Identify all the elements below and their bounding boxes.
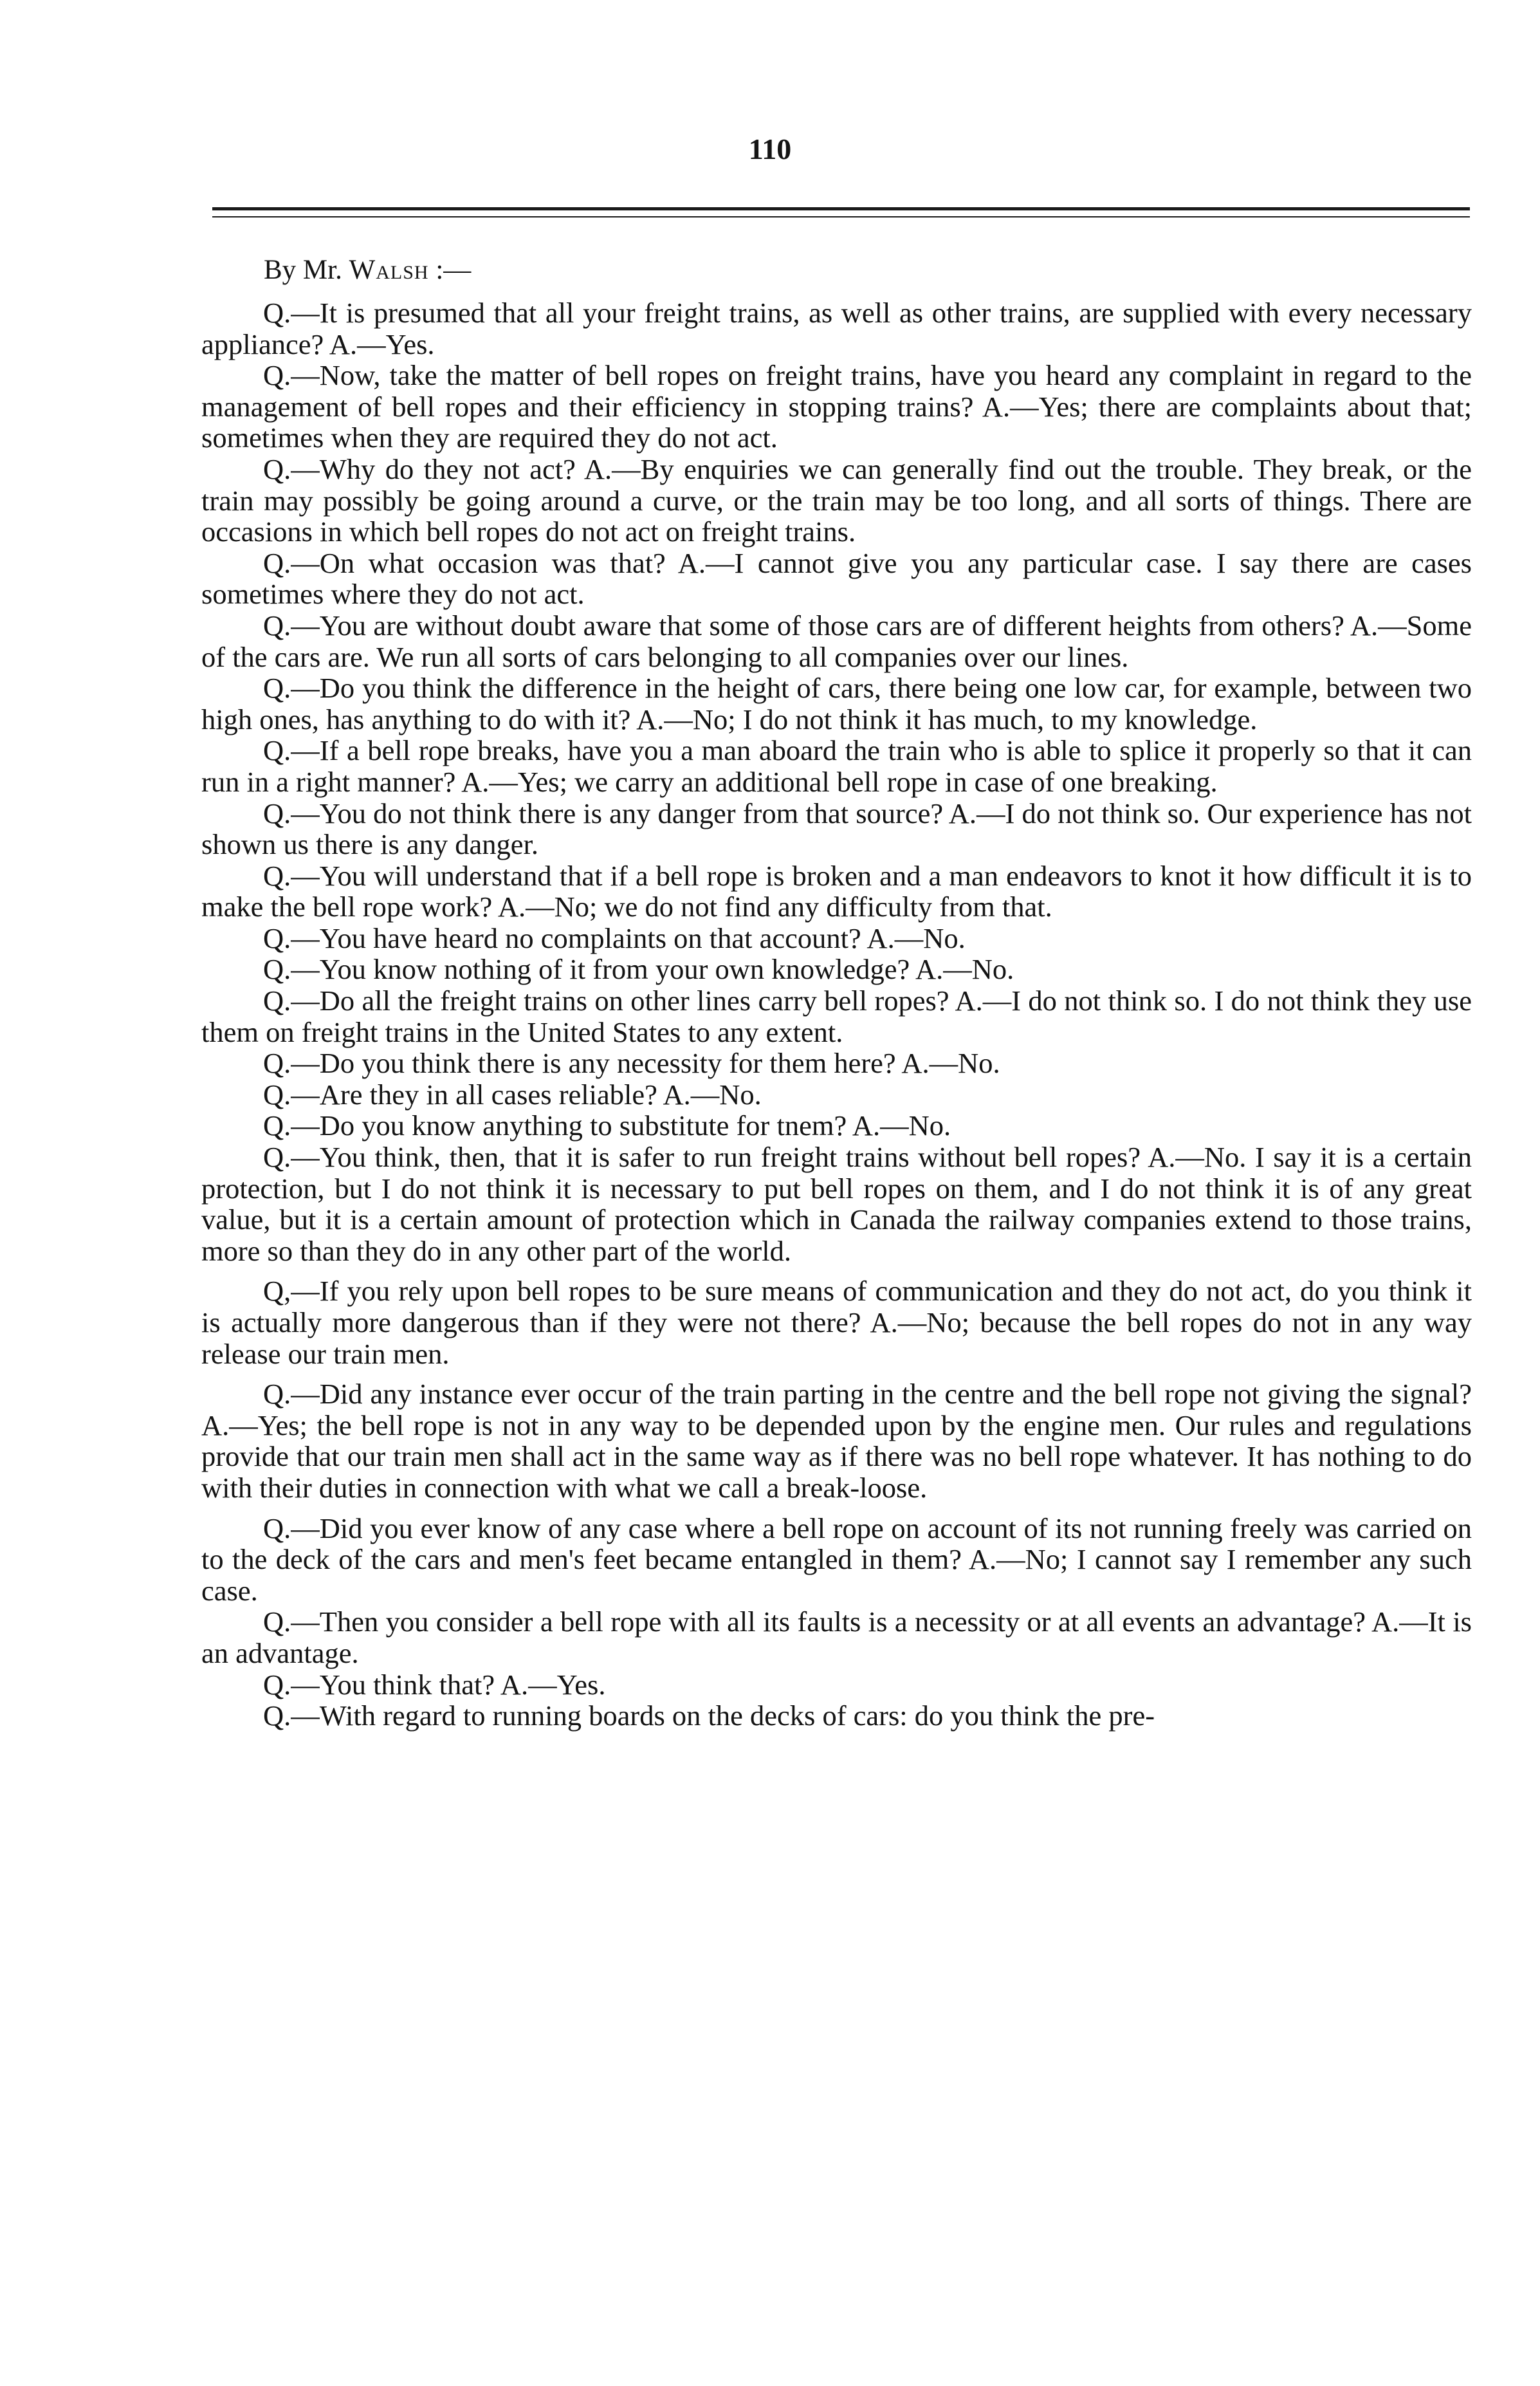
- qa-paragraph: Q.—Did you ever know of any case where a bell rope on account of its not running freely was carried on to the deck of the cars and men's feet became entangled in them? A.—No; I cannot say I remember any such case.: [201, 1512, 1472, 1607]
- qa-paragraph: Q.—On what occasion was that? A.—I cannot give you any particular case. I say there are cases sometimes where they do not act.: [201, 546, 1472, 611]
- page-number: 110: [748, 133, 792, 165]
- speaker-name: Walsh: [349, 255, 429, 285]
- qa-paragraph: Q.—You think that? A.—Yes.: [263, 1668, 606, 1701]
- speaker-prefix: By Mr.: [264, 255, 349, 285]
- qa-paragraph: Q.—Then you consider a bell rope with all its faults is a necessity or at all events an advantage? A.—It is an advantage.: [201, 1605, 1472, 1669]
- testimony-body: [201, 297, 1472, 1732]
- qa-paragraph: Q.—Do all the freight trains on other lines carry bell ropes? A.—I do not think so. I do not think they use them on freight trains in the United States to any extent.: [201, 985, 1472, 1048]
- qa-paragraph: Q.—Why do they not act? A.—By enquiries we can generally find out the trouble. They break, or the train may possibly be going around a curve, or the train may be too long, and all sorts of things. There are occasions in which bell ropes do not act on freight trains.: [201, 452, 1472, 548]
- qa-paragraph: Q.—Do you think the difference in the height of cars, there being one low car, for example, between two high ones, has anything to do with it? A.—No; I do not think it has much, to my knowledge.: [201, 672, 1472, 735]
- qa-paragraph: Q.—Did any instance ever occur of the train parting in the centre and the bell rope not giving the signal? A.—Yes; the bell rope is not in any way to be depended upon by the engine men. Our rules and regulations provide that our train men shall act in the same way as if there was no bell rope whatever. It has nothing to do with their duties in connection with what we call a break-loose.: [201, 1378, 1472, 1504]
- header-rule-thick: [212, 207, 1470, 210]
- qa-paragraph: Q.—You will understand that if a bell rope is broken and a man endeavors to knot it how difficult it is to make the bell rope work? A.—No; we do not find any difficulty from that.: [201, 859, 1472, 923]
- qa-paragraph: Q.—It is presumed that all your freight trains, as well as other trains, are supplied with every necessary appliance? A.—Yes.: [201, 297, 1472, 360]
- speaker-suffix: :—: [428, 255, 472, 285]
- qa-paragraph: Q.—With regard to running boards on the decks of cars: do you think the pre-: [263, 1699, 1155, 1732]
- qa-paragraph: Q.—You do not think there is any danger from that source? A.—I do not think so. Our experience has not shown us there is any danger.: [201, 797, 1472, 861]
- qa-paragraph: Q.—Do you know anything to substitute for tnem? A.—No.: [263, 1109, 951, 1142]
- qa-paragraph: Q.—If a bell rope breaks, have you a man aboard the train who is able to splice it properly so that it can run in a right manner? A.—Yes; we carry an additional bell rope in case of one breaking.: [201, 734, 1472, 798]
- qa-paragraph: Q.—You think, then, that it is safer to run freight trains without bell ropes? A.—No. I say it is a certain protection, but I do not think it is necessary to put bell ropes on them, and I do not think it is of any great value, but it is a certain amount of protection which in Canada the railway companies extend to those trains, more so than they do in any other part of the world.: [201, 1141, 1472, 1267]
- qa-paragraph: Q.—You have heard no complaints on that account? A.—No.: [263, 921, 966, 954]
- qa-paragraph: Q.—You are without doubt aware that some of those cars are of different heights from others? A.—Some of the cars are. We run all sorts of cars belonging to all companies over our lines.: [201, 609, 1472, 673]
- qa-paragraph: Q.—You know nothing of it from your own knowledge? A.—No.: [263, 953, 1014, 986]
- header-rule-thin: [212, 216, 1470, 217]
- qa-paragraph: Q.—Do you think there is any necessity for them here? A.—No.: [263, 1047, 1000, 1080]
- speaker-heading: [264, 254, 471, 286]
- qa-paragraph: Q.—Are they in all cases reliable? A.—No.: [263, 1078, 762, 1111]
- qa-paragraph: Q.—Now, take the matter of bell ropes on freight trains, have you heard any complaint in regard to the management of bell ropes and their efficiency in stopping trains? A.—Yes; there are complaints about that; sometimes when they are required they do not act.: [201, 359, 1472, 454]
- qa-paragraph: Q,—If you rely upon bell ropes to be sure means of communication and they do not act, do you think it is actually more dangerous than if they were not there? A.—No; because the bell ropes do not in any way release our train men.: [201, 1275, 1472, 1370]
